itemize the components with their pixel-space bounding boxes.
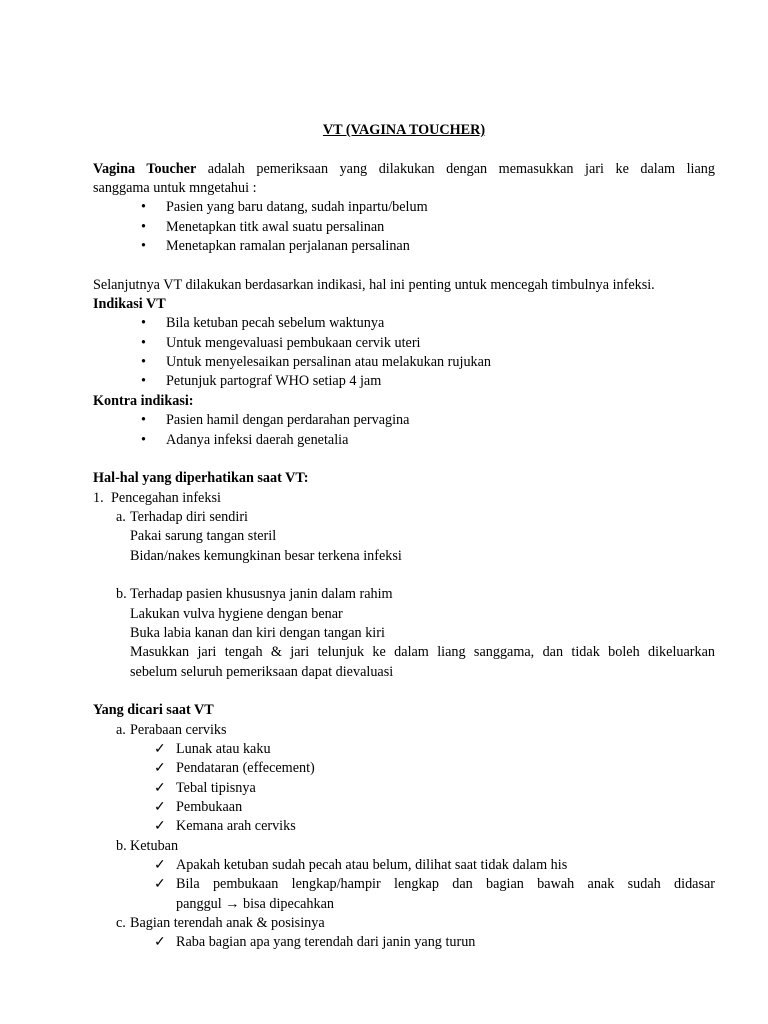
list-item: • Pasien yang baru datang, sudah inpartu/belum [93,198,715,217]
checklist-item: ✓ Tebal tipisnya [93,779,715,798]
halhal-b-long-line-2: sebelum seluruh pemeriksaan dapat dievaluasi [130,663,394,680]
intro-bullet-list [93,198,715,256]
list-item: • Pasien hamil dengan perdarahan pervagina [93,411,715,430]
checklist-item: ✓ Pembukaan [93,798,715,817]
list-item: • Menetapkan ramalan perjalanan persalinan [93,237,715,256]
dicari-heading: Yang dicari saat VT [93,702,214,719]
halhal-b-long-line-1: Masukkan jari tengah & jari telunjuk ke dalam liang sanggama, dan tidak boleh dikeluarkan [130,644,715,661]
bullet-icon: • [141,334,146,351]
indikasi-heading: Indikasi VT [93,296,166,313]
check-icon: ✓ [154,779,166,796]
dicari-item-a: a. Perabaan cerviks [116,721,227,738]
document-body [93,121,715,953]
checklist-item: ✓ Kemana arah cerviks [93,817,715,836]
document-title: VT (VAGINA TOUCHER) [322,122,486,138]
halhal-b-line: Buka labia kanan dan kiri dengan tangan kiri [130,624,385,641]
kontra-bullet-list [93,411,715,450]
intro-paragraph: Vagina Toucher adalah pemeriksaan yang dilakukan dengan memasukkan jari ke dalam liang [93,160,715,177]
check-icon: ✓ [154,876,166,893]
bullet-icon: • [141,315,146,332]
check-icon: ✓ [154,760,166,777]
check-icon: ✓ [154,741,166,757]
checklist-item: ✓ Bila pembukaan lengkap/hampir lengkap dan bagian bawah anak sudah didasar [93,875,715,894]
halhal-b-line: Lakukan vulva hygiene dengan benar [130,605,343,622]
bullet-icon: • [141,199,146,216]
dicari-item-c: c. Bagian terendah anak & posisinya [116,915,325,932]
checklist-item: ✓ Raba bagian apa yang terendah dari janin yang turun [93,933,715,952]
checklist-item-continuation: panggul → bisa dipecahkan [176,895,334,912]
bullet-icon: • [141,354,146,371]
list-item: • Adanya infeksi daerah genetalia [93,431,715,450]
halhal-item-a: a. Terhadap diri sendiri [116,508,248,525]
bullet-icon: • [141,431,146,448]
indikasi-bullet-list [93,314,715,391]
checklist-item: ✓ Lunak atau kaku [93,740,715,759]
bullet-icon: • [141,373,146,390]
numbered-item-1: 1. Pencegahan infeksi [93,489,221,506]
bullet-icon: • [141,412,146,429]
halhal-a-line: Bidan/nakes kemungkinan besar terkena infeksi [130,547,402,564]
list-item: • Untuk menyelesaikan persalinan atau melakukan rujukan [93,353,715,372]
list-item: • Petunjuk partograf WHO setiap 4 jam [93,372,715,391]
dicari-item-b: b. Ketuban [116,837,179,854]
arrow-right-icon: → [225,895,240,912]
checklist-item: ✓ Apakah ketuban sudah pecah atau belum, dilihat saat tidak dalam his [93,856,715,875]
halhal-heading: Hal-hal yang diperhatikan saat VT: [93,470,309,487]
selanjutnya-paragraph: Selanjutnya VT dilakukan berdasarkan indikasi, hal ini penting untuk mencegah timbulnya infeksi. [93,276,655,293]
kontra-heading: Kontra indikasi: [93,392,194,409]
check-icon: ✓ [154,857,166,874]
intro-term: Vagina Toucher [93,160,197,177]
check-icon: ✓ [154,799,166,816]
intro-line-2: sanggama untuk mngetahui : [93,180,257,197]
check-icon: ✓ [154,934,166,951]
halhal-a-line: Pakai sarung tangan steril [130,528,277,545]
halhal-item-b: b. Terhadap pasien khususnya janin dalam rahim [116,586,393,603]
list-item: • Bila ketuban pecah sebelum waktunya [93,314,715,333]
bullet-icon: • [141,238,146,255]
dicari-c-checklist [93,933,715,952]
list-item: • Menetapkan titk awal suatu persalinan [93,218,715,237]
bullet-icon: • [141,218,146,235]
dicari-b-checklist [93,856,715,914]
dicari-a-checklist [93,740,715,837]
checklist-item: ✓ Pendataran (effecement) [93,759,715,778]
list-item: • Untuk mengevaluasi pembukaan cervik uteri [93,334,715,353]
check-icon: ✓ [154,818,166,835]
